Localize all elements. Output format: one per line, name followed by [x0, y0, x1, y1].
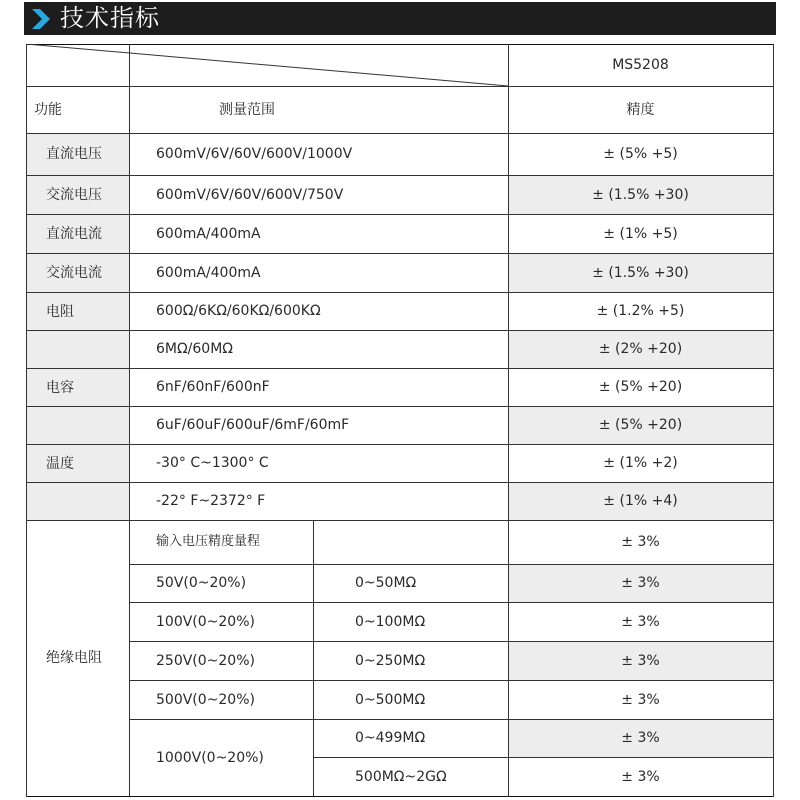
function-label: 直流电流	[46, 225, 102, 242]
accuracy-value: ± (1.2% +5)	[596, 303, 685, 319]
grid-line	[26, 133, 774, 134]
accuracy-value: ± (1.5% +30)	[592, 186, 689, 203]
grid-line	[26, 175, 774, 176]
range-value: 600mA/400mA	[156, 225, 261, 242]
col-accuracy-label: 精度	[626, 101, 655, 118]
accuracy-value: ± 3%	[621, 691, 660, 708]
accuracy-cell	[508, 641, 773, 680]
accuracy-value: ± (1% +4)	[603, 493, 678, 509]
accuracy-value: ± 3%	[621, 613, 660, 630]
range-cell	[313, 719, 508, 757]
accuracy-cell	[508, 520, 773, 564]
range-cell	[129, 214, 508, 253]
range-cell	[129, 444, 508, 482]
range-cell	[129, 292, 508, 330]
voltage-value: 1000V(0~20%)	[156, 749, 264, 766]
range-cell	[313, 564, 508, 602]
range-value: 6uF/60uF/600uF/6mF/60mF	[156, 417, 350, 433]
range-value: 6MΩ/60MΩ	[156, 341, 233, 357]
accuracy-value: ± 3%	[621, 575, 660, 591]
grid-line	[129, 564, 774, 565]
voltage-cell	[129, 602, 313, 641]
accuracy-cell	[508, 368, 773, 406]
grid-line	[26, 444, 774, 445]
grid-line	[26, 520, 774, 521]
grid-line	[26, 482, 774, 483]
accuracy-cell	[508, 602, 773, 641]
function-label: 交流电流	[46, 264, 102, 281]
grid-line	[26, 253, 774, 254]
accuracy-cell	[508, 444, 773, 482]
diagonal-divider	[26, 44, 508, 86]
accuracy-value: ± 3%	[621, 652, 660, 669]
range-value: 600mV/6V/60V/600V/1000V	[156, 146, 353, 162]
accuracy-cell	[508, 719, 773, 757]
accuracy-cell	[508, 214, 773, 253]
accuracy-value: ± 3%	[621, 730, 660, 746]
function-label: 绝缘电阻	[46, 650, 102, 666]
accuracy-cell	[508, 406, 773, 444]
model-name: MS5208	[612, 57, 669, 73]
accuracy-cell	[508, 292, 773, 330]
voltage-cell	[129, 564, 313, 602]
function-label: 交流电压	[46, 186, 102, 203]
voltage-cell	[129, 680, 313, 719]
grid-line	[26, 406, 774, 407]
accuracy-value: ± (1.5% +30)	[592, 264, 689, 281]
col-function-label: 功能	[34, 101, 62, 118]
col-range-label: 测量范围	[219, 101, 275, 118]
section-title: 技术指标	[60, 4, 160, 32]
voltage-value: 250V(0~20%)	[156, 652, 255, 669]
accuracy-cell	[508, 680, 773, 719]
accuracy-cell	[508, 564, 773, 602]
range-cell	[129, 133, 508, 175]
range-value: 600mV/6V/60V/600V/750V	[156, 186, 344, 203]
grid-line	[129, 641, 774, 642]
grid-line	[26, 86, 774, 87]
function-label: 电容	[46, 380, 74, 396]
range-cell	[313, 757, 508, 796]
range-cell	[129, 330, 508, 368]
range-cell	[313, 602, 508, 641]
insulation-header-cell	[129, 520, 313, 564]
function-cell	[26, 520, 129, 796]
model-header	[508, 44, 773, 86]
function-cell	[26, 133, 129, 175]
range-cell	[313, 520, 508, 564]
range-value: 600mA/400mA	[156, 264, 261, 281]
grid-line	[129, 680, 774, 681]
grid-line	[129, 719, 774, 720]
grid-line	[313, 757, 774, 758]
range-value: 500MΩ~2GΩ	[355, 768, 447, 785]
grid-line	[129, 44, 130, 797]
accuracy-value: ± 3%	[621, 534, 660, 550]
function-cell	[26, 175, 129, 214]
insulation-header-label: 输入电压精度量程	[156, 534, 261, 549]
voltage-value: 50V(0~20%)	[156, 575, 247, 591]
range-value: 0~499MΩ	[355, 730, 426, 746]
accuracy-cell	[508, 253, 773, 292]
accuracy-value: ± (1% +2)	[603, 455, 678, 471]
range-value: 0~100MΩ	[355, 613, 426, 630]
range-value: 6nF/60nF/600nF	[156, 379, 270, 395]
col-accuracy-header	[508, 86, 773, 133]
voltage-cell	[129, 641, 313, 680]
function-label: 温度	[46, 456, 74, 472]
grid-line	[26, 368, 774, 369]
accuracy-value: ± (1% +5)	[603, 225, 678, 242]
range-cell	[129, 406, 508, 444]
voltage-cell	[129, 719, 313, 796]
function-cell	[26, 214, 129, 253]
range-cell	[129, 368, 508, 406]
range-value: 0~500MΩ	[355, 691, 426, 708]
voltage-value: 100V(0~20%)	[156, 613, 255, 630]
grid-line	[26, 292, 774, 293]
range-value: -30° C~1300° C	[156, 455, 269, 471]
range-value: -22° F~2372° F	[156, 493, 266, 509]
grid-line	[26, 214, 774, 215]
grid-line	[129, 602, 774, 603]
accuracy-cell	[508, 133, 773, 175]
grid-line	[26, 44, 27, 797]
diagonal-line	[26, 44, 508, 86]
col-function-header	[26, 86, 129, 133]
accuracy-cell	[508, 175, 773, 214]
accuracy-value: ± (5% +20)	[598, 417, 683, 433]
accuracy-value: ± (2% +20)	[598, 341, 683, 357]
accuracy-value: ± (5% +20)	[598, 379, 683, 395]
function-cell	[26, 253, 129, 292]
grid-line	[508, 44, 509, 797]
function-label: 直流电压	[46, 146, 102, 162]
range-cell	[129, 482, 508, 520]
range-cell	[313, 641, 508, 680]
grid-line	[26, 330, 774, 331]
range-cell	[129, 175, 508, 214]
voltage-value: 500V(0~20%)	[156, 691, 255, 708]
accuracy-cell	[508, 757, 773, 796]
grid-line	[313, 520, 314, 797]
function-label: 电阻	[46, 304, 74, 320]
grid-line	[26, 796, 774, 797]
range-cell	[129, 253, 508, 292]
accuracy-cell	[508, 482, 773, 520]
range-value: 600Ω/6KΩ/60KΩ/600KΩ	[156, 303, 321, 319]
range-cell	[313, 680, 508, 719]
accuracy-value: ± 3%	[621, 768, 660, 785]
col-range-header	[129, 86, 508, 133]
grid-line	[773, 44, 774, 797]
accuracy-cell	[508, 330, 773, 368]
range-value: 0~250MΩ	[355, 652, 426, 669]
range-value: 0~50MΩ	[355, 575, 417, 591]
accuracy-value: ± (5% +5)	[603, 146, 678, 162]
